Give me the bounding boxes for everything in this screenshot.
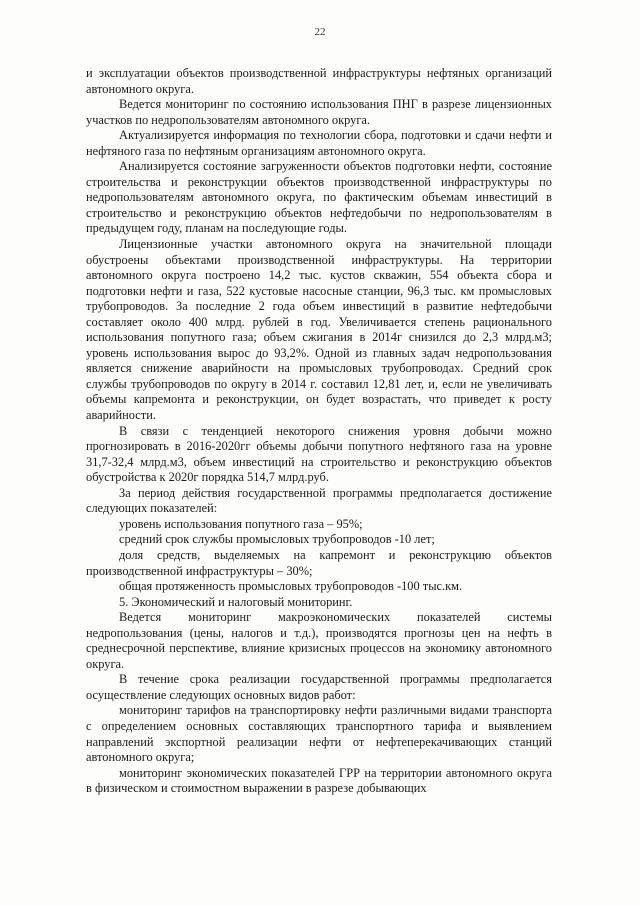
paragraph-9: В течение срока реализации государственной программы предполагается осуществление следующих основных видов работ:: [86, 672, 552, 702]
indicator-item-2: средний срок службы промысловых трубопроводов -10 лет;: [119, 532, 435, 547]
paragraph-7: За период действия государственной программы предполагается достижение следующих показателей:: [86, 485, 552, 516]
paragraph-1: и эксплуатации объектов производственной инфраструктуры нефтяных организаций автономного округа.: [86, 66, 552, 96]
section-heading: 5. Экономический и налоговый мониторинг.: [119, 594, 353, 609]
paragraph-5: Лицензионные участки автономного округа на значительной площади обустроены объектами производственной инфраструктуры. На территории автономного округа построено 14,2 тыс. кустов скважин, 554 объекта сбора и подготовки нефти и газа, 522 кустовые насосные станции, 96,3 тыс. км промысловых трубопроводов. За последние 2 года объем инвестиций в развитие нефтедобычи составляет около 400 млрд. рублей в год. Увеличивается степень рационального использования попутного газа; объем сжигания в 2014г снизился до 2,3 млрд.м3; уровень использования вырос до 93,2%. Одной из главных задач недропользования является снижение аварийности на промысловых трубопроводах. Средний срок службы трубопроводов по округу в 2014 г. составил 12,81 лет, и, если не увеличивать объемы капремонта и реконструкции, он будет возрастать, что приведет к росту аварийности.: [86, 237, 552, 423]
indicator-item-4: общая протяженность промысловых трубопроводов -100 тыс.км.: [119, 579, 463, 594]
work-item-1: мониторинг тарифов на транспортировку нефти различными видами транспорта с определением основных составляющих транспортного тарифа и выявлением направлений экспортной реализации нефти от нефтеперекачивающих станций автономного округа;: [86, 703, 552, 765]
document-body: [86, 66, 552, 797]
paragraph-6: В связи с тенденцией некоторого снижения уровня добычи можно прогнозировать в 2016-2020гг объемы добычи попутного нефтяного газа на уровне 31,7-32,4 млрд.м3, объем инвестиций на строительство и реконструкцию объектов обустройства к 2020г порядка 514,7 млрд.руб.: [86, 423, 552, 485]
work-item-2: мониторинг экономических показателей ГРР на территории автономного округа в физическом и стоимостном выражении в разрезе добывающих: [86, 765, 552, 796]
paragraph-8: Ведется мониторинг макроэкономических показателей системы недропользования (цены, налогов и т.д.), производятся прогнозы цен на нефть в среднесрочной перспективе, влияние кризисных процессов на экономику автономного округа.: [86, 610, 552, 671]
indicator-item-1: уровень использования попутного газа – 95%;: [119, 516, 363, 531]
indicator-item-3: доля средств, выделяемых на капремонт и реконструкцию объектов производственной инфраструктуры – 30%;: [86, 547, 552, 578]
paragraph-2: Ведется мониторинг по состоянию использования ПНГ в разрезе лицензионных участков по недропользователям автономного округа.: [86, 97, 552, 127]
paragraph-4: Анализируется состояние загруженности объектов подготовки нефти, состояние строительства и реконструкции объектов производственной инфраструктуры по недропользователям автономного округа, по фактическим объемам инвестиций в строительство и реконструкцию объектов нефтедобычи по недропользователям в предыдущем году, планам на последующие годы.: [86, 159, 552, 236]
paragraph-3: Актуализируется информация по технологии сбора, подготовки и сдачи нефти и нефтяного газа по нефтяным организациям автономного округа.: [86, 128, 552, 158]
page-number: 22: [314, 26, 326, 38]
